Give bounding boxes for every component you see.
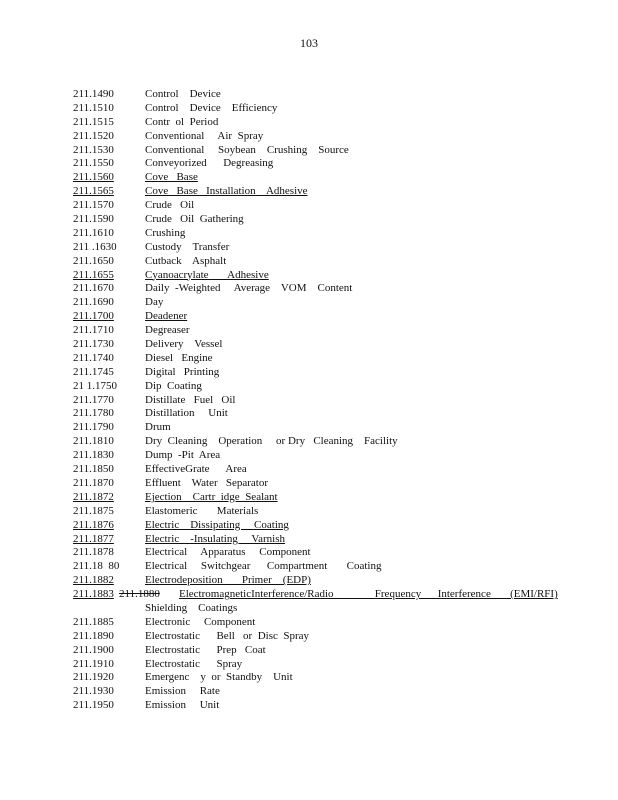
definition-row — [73, 505, 593, 519]
definition-row — [73, 658, 593, 672]
section-number: 211.1790 — [73, 421, 114, 434]
definition-row — [73, 88, 593, 102]
definition-row — [73, 463, 593, 477]
section-number: 21 1.1750 — [73, 379, 117, 392]
section-number: 211.1610 — [73, 226, 114, 239]
definition-row — [73, 491, 593, 505]
section-number: 211.1780 — [73, 407, 114, 420]
definition-row — [73, 533, 593, 547]
definition-row — [73, 519, 593, 533]
defined-term: Degreaser — [145, 324, 190, 337]
defined-term: Cove Base Installation Adhesive — [145, 185, 308, 198]
defined-term: Elastomeric Materials — [145, 504, 259, 517]
definition-row — [73, 630, 593, 644]
defined-term: Conventional Air Spray — [145, 129, 264, 142]
section-number: 211.1670 — [73, 282, 114, 295]
definition-row — [73, 171, 593, 185]
defined-term: EffectiveGrate Area — [145, 463, 247, 476]
section-number: 211.1740 — [73, 351, 114, 364]
section-number: 211.1560 — [73, 171, 114, 184]
definition-row — [73, 213, 593, 227]
defined-term: Contr ol Period — [145, 115, 219, 128]
section-number: 211.1870 — [73, 476, 114, 489]
defined-term: Effluent Water Separator — [145, 476, 269, 489]
definition-row — [73, 588, 593, 602]
section-number: 211.1872 — [73, 490, 114, 503]
definition-row — [73, 546, 593, 560]
defined-term: Emission Unit — [145, 699, 220, 712]
definition-row — [73, 477, 593, 491]
section-number: 211.1690 — [73, 296, 114, 309]
section-number: 211.1650 — [73, 254, 114, 267]
section-number: 211.1745 — [73, 365, 114, 378]
defined-term: Day — [145, 296, 164, 309]
definition-row — [73, 574, 593, 588]
defined-term: Dip Coating — [145, 379, 202, 392]
definition-row — [73, 144, 593, 158]
defined-term: Electric -Insulating Varnish — [145, 532, 286, 545]
section-number: 211.1700 — [73, 310, 114, 323]
definition-row — [73, 699, 593, 713]
defined-term: Electrodeposition Primer (EDP) — [145, 574, 311, 587]
defined-term: ElectromagneticInterference/Radio Frequency Interference (EMI/RFI) — [179, 588, 558, 601]
section-number: 211.1885 — [73, 615, 114, 628]
definition-row — [73, 352, 593, 366]
section-number: 211.1490 — [73, 88, 114, 100]
defined-term: Crude Oil — [145, 199, 195, 212]
definition-row — [73, 435, 593, 449]
definition-row — [73, 421, 593, 435]
section-number: 211 .1630 — [73, 240, 117, 253]
definition-row — [73, 310, 593, 324]
section-number: 211.1877 — [73, 532, 114, 545]
definition-row — [73, 338, 593, 352]
definition-row — [73, 199, 593, 213]
defined-term: Daily -Weighted Average VOM Content — [145, 282, 353, 295]
section-number: 211.1850 — [73, 463, 114, 476]
definition-row — [73, 449, 593, 463]
definition-row — [73, 366, 593, 380]
section-number: 211.1655 — [73, 268, 114, 281]
definition-row — [73, 324, 593, 338]
defined-term: Ejection Cartr idge Sealant — [145, 490, 278, 503]
defined-term: Cyanoacrylate Adhesive — [145, 268, 269, 281]
definition-row — [73, 602, 593, 616]
defined-term: Crude Oil Gathering — [145, 213, 244, 226]
definition-row — [73, 380, 593, 394]
defined-term: Electric Dissipating Coating — [145, 518, 289, 531]
section-number: 211.1520 — [73, 129, 114, 142]
section-number: 211.1950 — [73, 699, 114, 712]
section-number: 211.1930 — [73, 685, 114, 698]
defined-term: Control Device — [145, 88, 221, 100]
defined-term: Dry Cleaning Operation or Dry Cleaning Facility — [145, 435, 398, 448]
section-number: 211.1920 — [73, 671, 114, 684]
section-number: 211.1570 — [73, 199, 114, 212]
section-number: 211.1883 — [73, 588, 114, 601]
defined-term: Drum — [145, 421, 171, 434]
defined-term: Distillate Fuel Oil — [145, 393, 236, 406]
defined-term: Emergenc y or Standby Unit — [145, 671, 293, 684]
section-number: 211.1878 — [73, 546, 114, 559]
definition-row — [73, 241, 593, 255]
defined-term: Custody Transfer — [145, 240, 230, 253]
section-number: 211.1875 — [73, 504, 114, 517]
defined-term: Emission Rate — [145, 685, 220, 698]
section-number: 211.1515 — [73, 115, 114, 128]
definition-row — [73, 185, 593, 199]
definition-row — [73, 407, 593, 421]
definition-row — [73, 227, 593, 241]
definition-row — [73, 269, 593, 283]
definition-row — [73, 616, 593, 630]
definition-row — [73, 116, 593, 130]
defined-term: Conventional Soybean Crushing Source — [145, 143, 349, 156]
defined-term: Cutback Asphalt — [145, 254, 227, 267]
section-number: 211.1770 — [73, 393, 114, 406]
definition-row — [73, 282, 593, 296]
defined-term: Electrical Switchgear Compartment Coating — [145, 560, 382, 573]
definition-row — [73, 685, 593, 699]
definitions-list — [73, 88, 593, 713]
defined-term: Electrostatic Bell or Disc Spray — [145, 629, 310, 642]
defined-term: Control Device Efficiency — [145, 101, 278, 114]
defined-term: Digital Printing — [145, 365, 220, 378]
section-number: 211.1730 — [73, 338, 114, 351]
section-number: 211.1900 — [73, 643, 114, 656]
defined-term: Crushing — [145, 226, 186, 239]
definition-row — [73, 644, 593, 658]
struck-section-number: 211.1880 — [119, 588, 160, 601]
defined-term: Electrostatic Spray — [145, 657, 243, 670]
defined-term: Conveyorized Degreasing — [145, 157, 274, 170]
section-number: 211.1890 — [73, 629, 114, 642]
section-number: 211.1530 — [73, 143, 114, 156]
section-number: 211.1810 — [73, 435, 114, 448]
defined-term: Shielding Coatings — [145, 601, 238, 614]
section-number: 211.1590 — [73, 213, 114, 226]
defined-term: Diesel Engine — [145, 351, 213, 364]
definition-row — [73, 560, 593, 574]
definition-row — [73, 102, 593, 116]
section-number: 211.18 80 — [73, 560, 120, 573]
defined-term: Dump -Pit Area — [145, 449, 221, 462]
section-number: 211.1565 — [73, 185, 114, 198]
definition-row — [73, 130, 593, 144]
section-number: 211.1710 — [73, 324, 114, 337]
definition-row — [73, 394, 593, 408]
section-number: 211.1882 — [73, 574, 114, 587]
section-number: 211.1550 — [73, 157, 114, 170]
defined-term: Distillation Unit — [145, 407, 228, 420]
section-number: 211.1910 — [73, 657, 114, 670]
definition-row — [73, 255, 593, 269]
definition-row — [73, 671, 593, 685]
defined-term: Delivery Vessel — [145, 338, 223, 351]
defined-term: Electronic Component — [145, 615, 256, 628]
section-number: 211.1510 — [73, 101, 114, 114]
defined-term: Cove Base — [145, 171, 198, 184]
defined-term: Electrostatic Prep Coat — [145, 643, 266, 656]
section-number: 211.1830 — [73, 449, 114, 462]
definition-row — [73, 296, 593, 310]
page-number: 103 — [300, 36, 318, 50]
defined-term: Electrical Apparatus Component — [145, 546, 311, 559]
defined-term: Deadener — [145, 310, 188, 323]
section-number: 211.1876 — [73, 518, 114, 531]
definition-row — [73, 157, 593, 171]
